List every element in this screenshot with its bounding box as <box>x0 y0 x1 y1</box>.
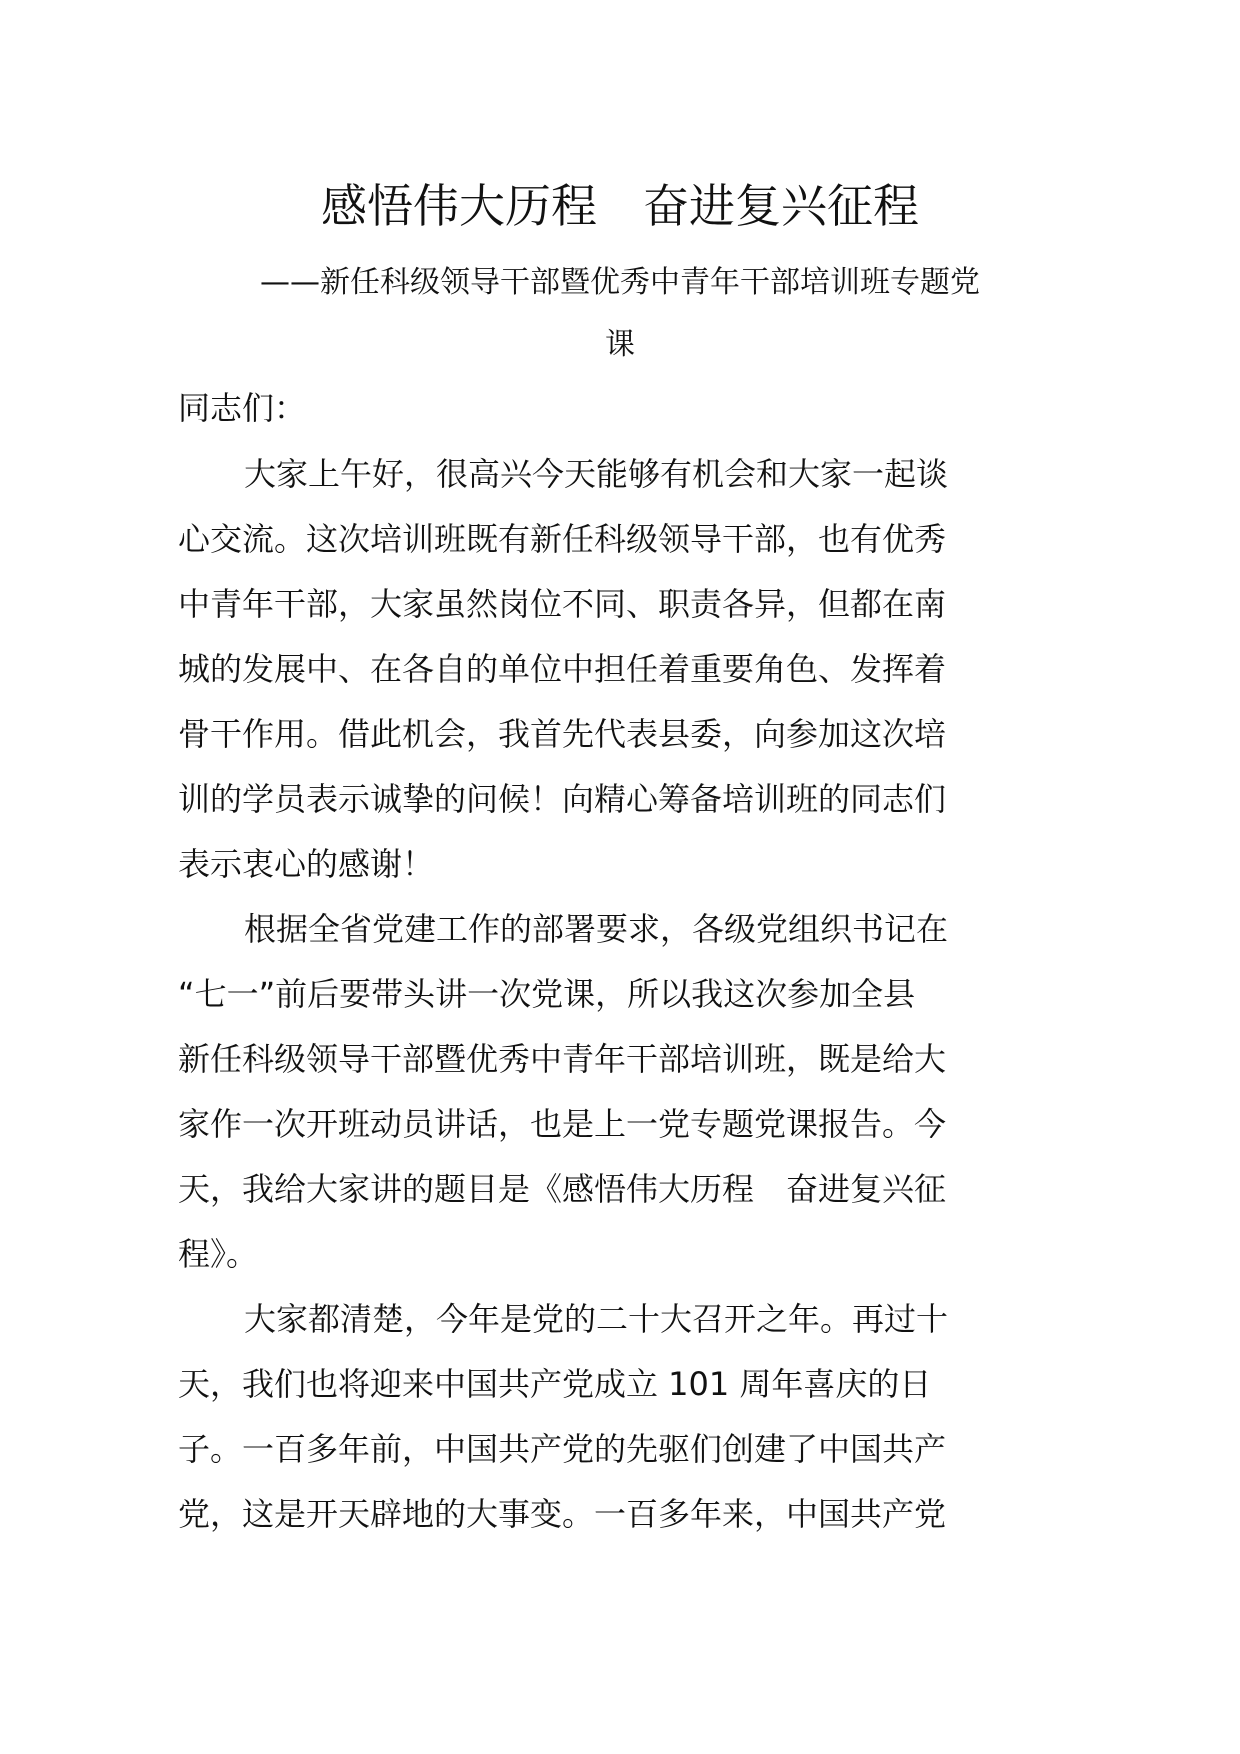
paragraph-line: 子。一百多年前，中国共产党的先驱们创建了中国共产 <box>178 1430 947 1468</box>
paragraph-line: 大家上午好，很高兴今天能够有机会和大家一起谈 <box>244 455 949 493</box>
paragraph-line: 天，我们也将迎来中国共产党成立 101 周年喜庆的日 <box>178 1365 932 1403</box>
paragraph-line: 骨干作用。借此机会，我首先代表县委，向参加这次培 <box>178 715 947 753</box>
paragraph-line: 根据全省党建工作的部署要求，各级党组织书记在 <box>244 910 949 948</box>
paragraph <box>178 442 998 897</box>
document-body <box>178 442 998 1547</box>
salutation: 同志们： <box>178 389 307 427</box>
paragraph <box>178 1287 998 1547</box>
paragraph-line: 家作一次开班动员讲话，也是上一党专题党课报告。今 <box>178 1105 947 1143</box>
paragraph-line: 大家都清楚，今年是党的二十大召开之年。再过十 <box>244 1300 949 1338</box>
paragraph-line: 党，这是开天辟地的大事变。一百多年来，中国共产党 <box>178 1495 947 1533</box>
paragraph-line: 训的学员表示诚挚的问候！向精心筹备培训班的同志们 <box>178 780 947 818</box>
subtitle-line: ——新任科级领导干部暨优秀中青年干部培训班专题党 <box>260 265 980 300</box>
paragraph-line: 天，我给大家讲的题目是《感悟伟大历程 奋进复兴征 <box>178 1170 947 1208</box>
paragraph-line: 中青年干部，大家虽然岗位不同、职责各异，但都在南 <box>178 585 947 623</box>
paragraph-line: 心交流。这次培训班既有新任科级领导干部，也有优秀 <box>178 520 947 558</box>
paragraph-line: 城的发展中、在各自的单位中担任着重要角色、发挥着 <box>178 650 947 688</box>
paragraph-line: 表示衷心的感谢！ <box>178 845 435 883</box>
document-title: 感悟伟大历程 奋进复兴征程 <box>321 179 919 233</box>
document-subtitle <box>190 252 1050 376</box>
paragraph-line: 新任科级领导干部暨优秀中青年干部培训班，既是给大 <box>178 1040 947 1078</box>
paragraph <box>178 897 998 1287</box>
paragraph-line: 程》。 <box>178 1235 259 1273</box>
subtitle-line: 课 <box>605 327 635 362</box>
paragraph-line: “七一”前后要带头讲一次党课，所以我这次参加全县 <box>178 975 916 1013</box>
